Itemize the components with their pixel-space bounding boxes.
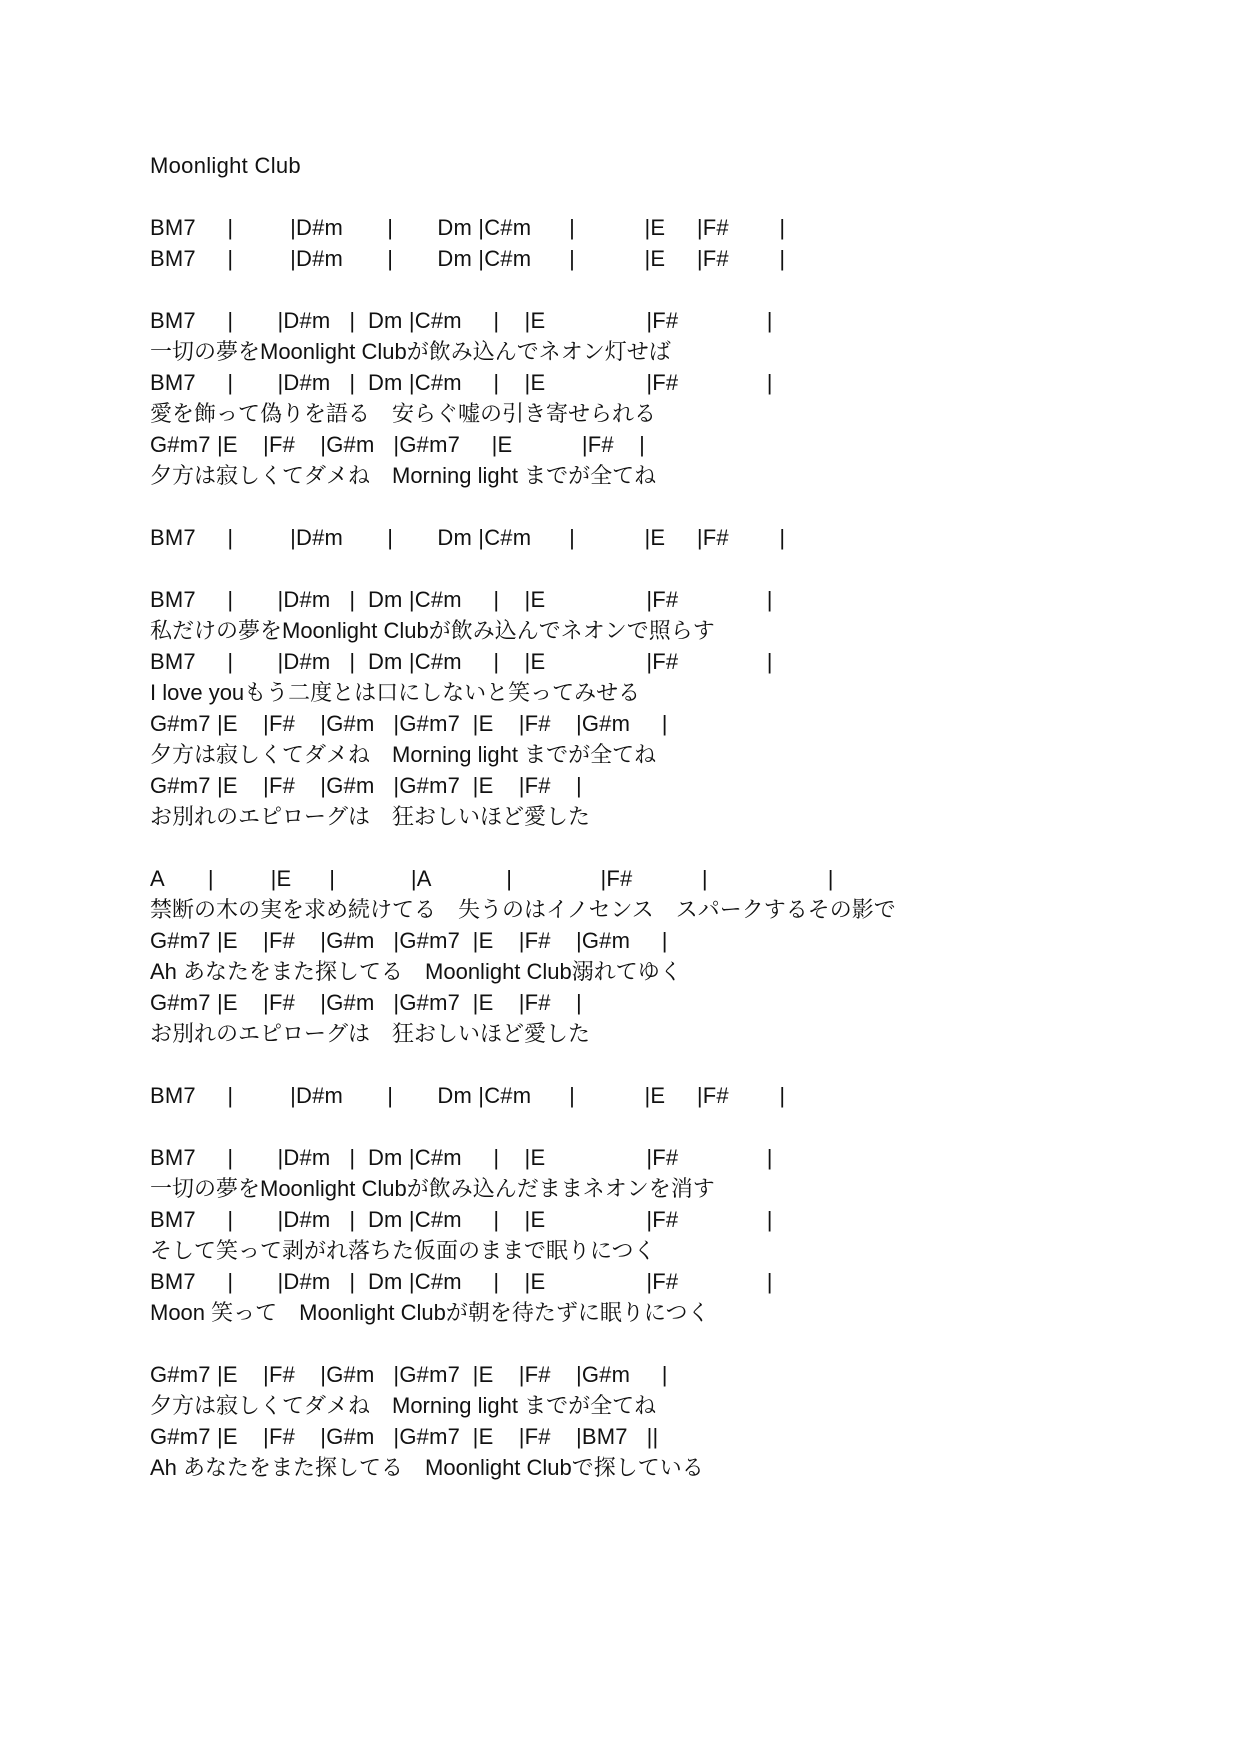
lyric-line: お別れのエピローグは 狂おしいほど愛した	[150, 804, 591, 829]
lyric-line: 禁断の木の実を求め続けてる 失うのはイノセンス スパークするその影で	[150, 897, 896, 922]
lyric-line: 夕方は寂しくてダメね Morning light までが全てね	[150, 742, 657, 767]
chord-line: G#m7 |E |F# |G#m |G#m7 |E |F# |G#m |	[150, 1362, 668, 1387]
chord-line: G#m7 |E |F# |G#m |G#m7 |E |F# |	[150, 773, 582, 798]
chord-line: BM7 | |D#m | Dm |C#m | |E |F# |	[150, 370, 773, 395]
blank-line	[150, 832, 1199, 863]
blank-line	[150, 1328, 1199, 1359]
chord-line: G#m7 |E |F# |G#m |G#m7 |E |F# |G#m |	[150, 928, 668, 953]
chord-line: BM7 | |D#m | Dm |C#m | |E |F# |	[150, 215, 786, 240]
chord-line: BM7 | |D#m | Dm |C#m | |E |F# |	[150, 246, 786, 271]
chord-line: BM7 | |D#m | Dm |C#m | |E |F# |	[150, 587, 773, 612]
chord-line: G#m7 |E |F# |G#m |G#m7 |E |F# |	[150, 432, 645, 457]
chord-line: BM7 | |D#m | Dm |C#m | |E |F# |	[150, 649, 773, 674]
chord-line: BM7 | |D#m | Dm |C#m | |E |F# |	[150, 525, 786, 550]
chord-line: BM7 | |D#m | Dm |C#m | |E |F# |	[150, 1145, 773, 1170]
song-title: Moonlight Club	[150, 153, 301, 178]
blank-line	[150, 491, 1199, 522]
lyric-line: Ah あなたをまた探してる Moonlight Clubで探している	[150, 1455, 704, 1480]
chord-line: BM7 | |D#m | Dm |C#m | |E |F# |	[150, 1269, 773, 1294]
lyric-line: 愛を飾って偽りを語る 安らぐ嘘の引き寄せられる	[150, 401, 657, 426]
chord-line: G#m7 |E |F# |G#m |G#m7 |E |F# |BM7 ||	[150, 1424, 659, 1449]
lyric-line: 一切の夢をMoonlight Clubが飲み込んだままネオンを消す	[150, 1176, 715, 1201]
lyric-line: そして笑って剥がれ落ちた仮面のままで眠りにつく	[150, 1238, 656, 1263]
lyric-line: 一切の夢をMoonlight Clubが飲み込んでネオン灯せば	[150, 339, 671, 364]
lyric-line: お別れのエピローグは 狂おしいほど愛した	[150, 1021, 591, 1046]
blank-line	[150, 553, 1199, 584]
blank-line	[150, 274, 1199, 305]
blank-line	[150, 181, 1199, 212]
chord-line: G#m7 |E |F# |G#m |G#m7 |E |F# |G#m |	[150, 711, 668, 736]
blank-line	[150, 1049, 1199, 1080]
chord-line: G#m7 |E |F# |G#m |G#m7 |E |F# |	[150, 990, 582, 1015]
chord-line: BM7 | |D#m | Dm |C#m | |E |F# |	[150, 308, 773, 333]
blank-line	[150, 1111, 1199, 1142]
lyric-line: I love youもう二度とは口にしないと笑ってみせる	[150, 680, 641, 705]
lyric-line: 私だけの夢をMoonlight Clubが飲み込んでネオンで照らす	[150, 618, 715, 643]
lyric-line: 夕方は寂しくてダメね Morning light までが全てね	[150, 1393, 657, 1418]
lyric-line: Moon 笑って Moonlight Clubが朝を待たずに眠りにつく	[150, 1300, 710, 1325]
chord-line: BM7 | |D#m | Dm |C#m | |E |F# |	[150, 1083, 786, 1108]
chord-line: BM7 | |D#m | Dm |C#m | |E |F# |	[150, 1207, 773, 1232]
song-sheet	[150, 150, 1199, 1483]
lyric-line: 夕方は寂しくてダメね Morning light までが全てね	[150, 463, 657, 488]
lyric-line: Ah あなたをまた探してる Moonlight Club溺れてゆく	[150, 959, 682, 984]
chord-line: A | |E | |A | |F# | |	[150, 866, 834, 891]
